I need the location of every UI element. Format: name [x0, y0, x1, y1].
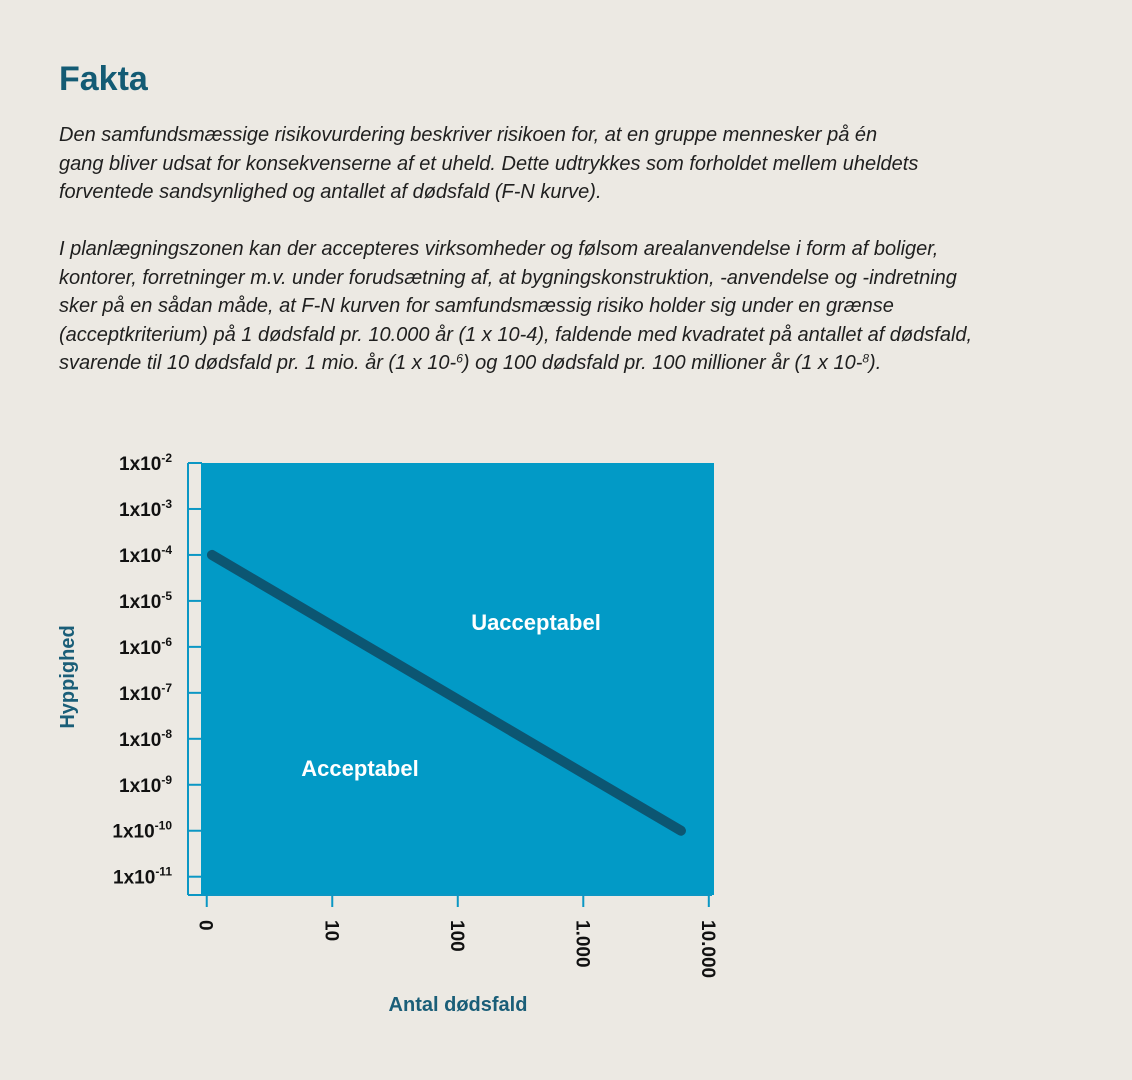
y-tick-exponent: -3	[161, 496, 172, 511]
y-tick-label	[119, 773, 172, 797]
y-tick-label	[113, 865, 172, 889]
y-tick-label	[119, 681, 172, 705]
intro-paragraph	[59, 121, 1069, 207]
paragraph-line-last	[59, 349, 1069, 378]
y-tick-base: 1x10	[119, 683, 162, 705]
fn-curve-chart	[0, 440, 1132, 1040]
y-tick-base: 1x10	[119, 545, 162, 567]
y-axis-title: Hyppighed	[57, 625, 79, 729]
y-tick-exponent: -6	[161, 634, 172, 649]
y-tick-label	[119, 543, 172, 567]
paragraph-line: I planlægningszonen kan der accepteres virksomheder og følsom arealanvendelse i form af boliger,	[59, 238, 939, 260]
y-tick-exponent: -11	[155, 864, 172, 879]
y-tick-exponent: -5	[161, 588, 172, 603]
y-tick-base: 1x10	[119, 775, 162, 797]
y-tick-label	[119, 635, 172, 659]
paragraph-line: forventede sandsynlighed og antallet af dødsfald (F-N kurve).	[59, 181, 602, 204]
paragraph-line: (acceptkriterium) på 1 dødsfald pr. 10.000 år (1 x 10-4), faldende med kvadratet på antallet af dødsfald,	[59, 323, 973, 346]
criteria-paragraph	[59, 235, 1069, 378]
text-fragment: ).	[869, 352, 882, 375]
y-tick-exponent: -2	[161, 451, 172, 465]
paragraph-line: sker på en sådan måde, at F-N kurven for samfundsmæssig risiko holder sig under en grænse	[59, 295, 894, 318]
y-tick-exponent: -8	[161, 726, 172, 741]
paragraph-line: Den samfundsmæssige risikovurdering beskriver risikoen for, at en gruppe mennesker på én	[59, 124, 878, 146]
y-tick-label	[112, 819, 172, 843]
y-tick-exponent: -9	[161, 772, 172, 787]
plot-area	[201, 463, 714, 895]
y-tick-base: 1x10	[119, 591, 162, 613]
superscript: 6	[456, 351, 463, 366]
y-tick-label	[119, 497, 172, 521]
y-tick-exponent: -7	[161, 680, 172, 695]
y-tick-exponent: -10	[154, 818, 172, 833]
paragraph-line: kontorer, forretninger m.v. under forudsætning af, at bygningskonstruktion, -anvendelse og -indretning	[59, 266, 957, 289]
y-tick-base: 1x10	[113, 867, 156, 889]
region-label: Uacceptabel	[471, 610, 601, 635]
y-tick-label	[119, 727, 172, 751]
region-label: Acceptabel	[301, 756, 419, 781]
y-tick-base: 1x10	[119, 454, 162, 475]
page-heading: Fakta	[59, 60, 148, 98]
y-tick-base: 1x10	[119, 499, 162, 521]
y-tick-label	[119, 451, 172, 475]
y-tick-base: 1x10	[119, 637, 162, 659]
y-tick-base: 1x10	[112, 821, 155, 843]
x-tick-label: 100	[445, 920, 467, 952]
paragraph-line: gang bliver udsat for konsekvenserne af et uheld. Dette udtrykkes som forholdet mellem uheldets	[59, 152, 919, 175]
x-axis-ticks	[195, 895, 718, 978]
y-tick-base: 1x10	[119, 729, 162, 751]
text-fragment: ) og 100 dødsfald pr. 100 millioner år (1 x 10-	[462, 352, 863, 375]
superscript: 8	[862, 351, 870, 366]
y-tick-label	[119, 589, 172, 613]
x-tick-label: 1.000	[571, 920, 593, 968]
x-axis-title: Antal dødsfald	[388, 994, 528, 1016]
x-tick-label: 10	[320, 920, 342, 942]
x-tick-label: 0	[194, 920, 216, 931]
text-fragment: svarende til 10 dødsfald pr. 1 mio. år (1 x 10-	[59, 352, 457, 375]
x-tick-label: 10.000	[696, 920, 718, 979]
y-tick-exponent: -4	[161, 542, 172, 557]
